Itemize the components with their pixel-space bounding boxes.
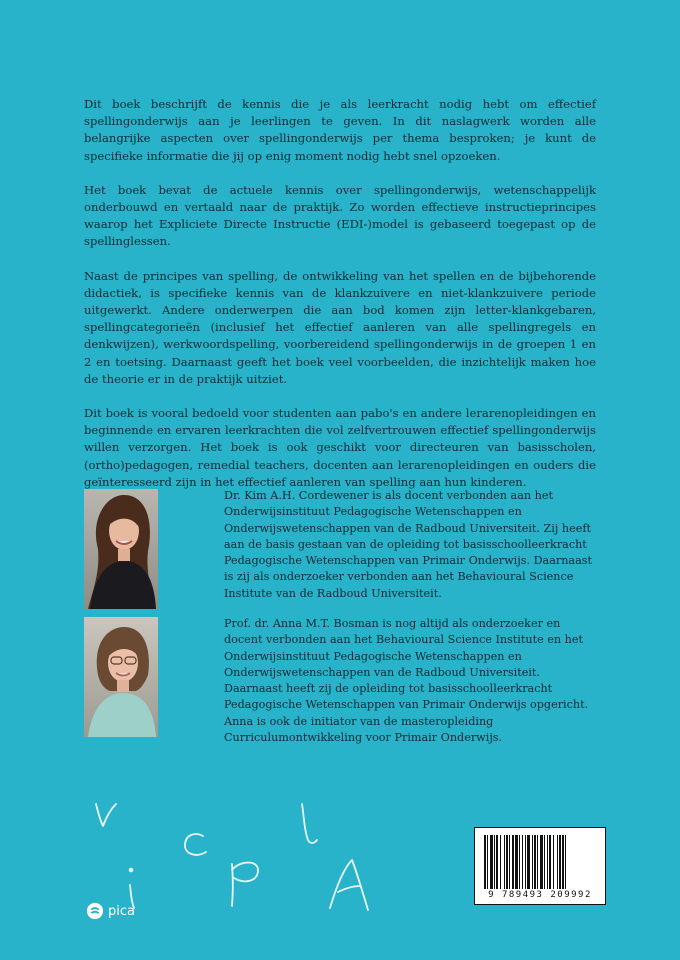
barcode-bar: [527, 835, 530, 889]
barcode-bar: [540, 835, 543, 889]
barcode-bar: [553, 835, 554, 889]
pica-logo-icon: [86, 902, 104, 920]
barcode-bar: [544, 835, 545, 889]
barcode-bar: [496, 835, 498, 889]
letter-v: [96, 804, 116, 826]
intro-paragraph: Naast de principes van spelling, de ontwikkeling van het spellen en de bijbehorende didactiek, is specifieke kennis van de klankzuivere en niet-klankzuivere periode uitgewerkt. Andere onderwerpen die aan bod komen zijn letter-klankgebaren, spellingcategorieën (inclusief het effectief aanleren van alle spellingregels en denkwijzen), werkwoordspelling, voorbereidend spellingonderwijs in de groepen 1 en 2 en toetsing. Daarnaast geeft het boek veel voorbeelden, die inzichtelijk maken hoe de theorie er in de praktijk uitziet.: [84, 268, 596, 386]
barcode-bar: [565, 835, 566, 889]
handwritten-letters-illustration: [0, 760, 420, 930]
author-bio-kim: [84, 489, 596, 619]
barcode-bar: [490, 835, 493, 889]
intro-text: [84, 96, 596, 508]
isbn-number: 9 789493 209992: [488, 890, 592, 900]
author-description: is nog altijd als onderzoeker en docent verbonden aan het Behavioural Science Institute en het Onderwijsinstituut Pedagogische Wetenschappen en Onderwijswetenschappen van de Radboud Universiteit. Daarnaast heeft zij de opleiding tot basisschoolleerkracht Pedagogische Wetenschappen van Primair Onderwijs opgericht. Anna is ook de initiator van de masteropleiding Curriculumontwikkeling voor Primair Onderwijs.: [224, 617, 589, 745]
barcode-bar: [515, 835, 518, 889]
letter-A: [330, 860, 368, 910]
barcode-bar: [506, 835, 508, 889]
barcode-bar: [525, 835, 526, 889]
barcode-bar: [549, 835, 551, 889]
publisher-name: pica: [108, 903, 135, 919]
barcode-bar: [500, 835, 501, 889]
intro-paragraph: Dit boek is vooral bedoeld voor studenten aan pabo's en andere lerarenopleidingen en beginnende en ervaren leerkrachten die vol zelfvertrouwen effectief spellingonderwijs willen verzorgen. Het boek is ook geschikt voor directeuren van basisscholen, (ortho)pedagogen, remedial teachers, docenten aan lerarenopleidingen en ouders die geïnteresseerd zijn in het effectief aanleren van spelling aan hun kinderen.: [84, 406, 596, 489]
barcode-bar: [557, 835, 558, 889]
barcode-bar: [559, 835, 561, 889]
barcode-bar: [484, 835, 486, 889]
author-photo-anna: [84, 617, 158, 737]
letter-l: [302, 804, 317, 843]
barcode-bar: [494, 835, 495, 889]
barcode-bar: [537, 835, 538, 889]
letter-p: [232, 863, 258, 907]
author-name: Prof. dr. Anna M.T. Bosman: [224, 617, 379, 630]
intro-paragraph: Dit boek beschrijft de kennis die je als leerkracht nodig hebt om effectief spellingonderwijs aan je leerlingen te geven. In dit naslagwerk worden alle belangrijke aspecten over spellingonderwijs per thema besproken; je kunt de specifieke informatie die jij op enig moment nodig hebt snel opzoeken.: [84, 97, 596, 163]
barcode-bar: [562, 835, 564, 889]
publisher-logo: [86, 901, 135, 921]
barcode-bar: [512, 835, 514, 889]
barcode-bar: [504, 835, 505, 889]
author-description: is als docent verbonden aan het Onderwijsinstituut Pedagogische Wetenschappen en Onderwijswetenschappen van de Radboud Universiteit. Zij heeft aan de basis gestaan van de opleiding tot basisschoolleerkracht Pedagogische Wetenschappen van Primair Onderwijs. Daarnaast is zij als onderzoeker verbonden aan het Behavioural Science Institute van de Radboud Universiteit.: [224, 489, 593, 600]
author-photo-kim: [84, 489, 158, 609]
barcode-bar: [487, 835, 488, 889]
barcode-bar: [547, 835, 548, 889]
barcode-bar: [519, 835, 520, 889]
author-bio-anna: [84, 617, 596, 747]
barcode-bar: [534, 835, 536, 889]
author-name: Dr. Kim A.H. Cordewener: [224, 489, 369, 502]
decorative-letters: [0, 760, 420, 930]
isbn-barcode: [474, 827, 606, 905]
barcode-bar: [509, 835, 510, 889]
barcode-bar: [532, 835, 533, 889]
intro-paragraph: Het boek bevat de actuele kennis over spellingonderwijs, wetenschappelijk onderbouwd en vertaald naar de praktijk. Zo worden effectieve instructieprincipes waarop het Expliciete Directe Instructie (EDI-)model is gebaseerd toegepast op de spellinglessen.: [84, 182, 596, 249]
letter-c: [185, 834, 206, 855]
barcode-bar: [522, 835, 523, 889]
